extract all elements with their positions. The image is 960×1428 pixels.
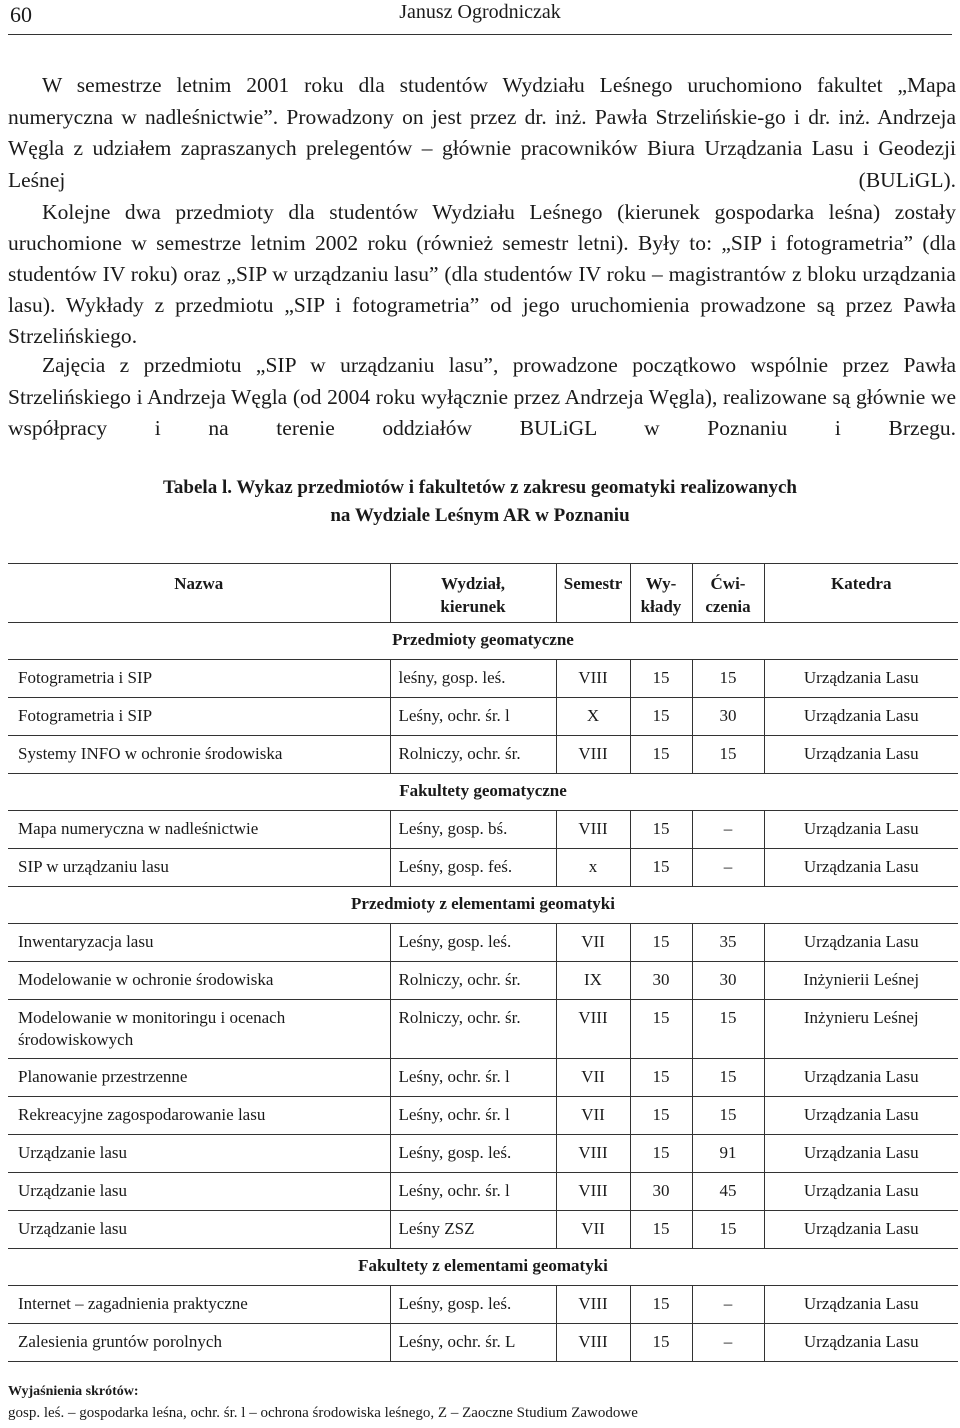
cell-name: Fotogrametria i SIP [8, 660, 390, 698]
cell-faculty: Leśny, gosp. leś. [390, 1135, 556, 1173]
cell-name: Planowanie przestrzenne [8, 1059, 390, 1097]
cell-name: Urządzanie lasu [8, 1135, 390, 1173]
cell-exercises: 45 [692, 1173, 764, 1211]
table-section-row [8, 887, 958, 924]
header-name: Nazwa [8, 564, 390, 623]
paragraph-1-text: W semestrze letnim 2001 roku dla studentów Wydziału Leśnego uruchomiono fakultet „Mapa numeryczna w nadleśnictwie”. Prowadzony on jest przez dr. inż. Pawła Strzelińskie-go i dr. inż. Andrzeja Węgla z udziałem zapraszanych prelegentów – głównie pracowników Biura Urządzania Lasu i Geodezji Leśnej (BULiGL). [8, 73, 956, 192]
cell-name: Inwentaryzacja lasu [8, 924, 390, 962]
cell-name: Internet – zagadnienia praktyczne [8, 1286, 390, 1324]
cell-semester: VII [556, 1059, 630, 1097]
cell-lectures: 15 [630, 924, 692, 962]
cell-semester: VII [556, 1211, 630, 1249]
table-row [8, 962, 958, 1000]
cell-department: Inżynierii Leśnej [764, 962, 958, 1000]
cell-name: Systemy INFO w ochronie środowiska [8, 736, 390, 774]
table-row [8, 811, 958, 849]
cell-semester: VIII [556, 1286, 630, 1324]
paragraph-3-text: Zajęcia z przedmiotu „SIP w urządzaniu lasu”, prowadzone początkowo wspólnie przez Pawła Strzelińskiego i Andrzeja Węgla (od 2004 roku wyłącznie przez Andrzeja Węgla), realizowane są głównie we współpracy i na terenie oddziałów BULiGL w Poznaniu i Brzegu. [8, 353, 956, 440]
cell-semester: X [556, 698, 630, 736]
cell-name: Mapa numeryczna w nadleśnictwie [8, 811, 390, 849]
cell-lectures: 15 [630, 1211, 692, 1249]
cell-faculty: Leśny, ochr. śr. L [390, 1324, 556, 1362]
cell-name: Urządzanie lasu [8, 1211, 390, 1249]
cell-department: Urządzania Lasu [764, 1173, 958, 1211]
section-title: Przedmioty geomatyczne [8, 623, 958, 660]
cell-exercises: – [692, 849, 764, 887]
header-lectures: Wy- kłady [630, 564, 692, 623]
footnote-text: gosp. leś. – gospodarka leśna, ochr. śr. l – ochrona środowiska leśnego, Z – Zaoczne Studium Zawodowe [8, 1405, 638, 1421]
cell-lectures: 15 [630, 1324, 692, 1362]
cell-name: Urządzanie lasu [8, 1173, 390, 1211]
paragraph-2-text: Kolejne dwa przedmioty dla studentów Wydziału Leśnego (kierunek gospodarka leśna) zostały uruchomione w semestrze letnim 2002 roku (również semestr letni). Były to: „SIP i fotogrametria” (dla studentów IV roku) oraz „SIP w urządzaniu lasu” (dla studentów IV roku – magistrantów z bloku urządzania lasu). Wykłady z przedmiotu „SIP i fotogrametria” od jego uruchomienia prowadzone są przez Pawła Strzelińskiego. [8, 200, 956, 348]
cell-department: Urządzania Lasu [764, 736, 958, 774]
cell-faculty: Rolniczy, ochr. śr. [390, 962, 556, 1000]
subjects-table [8, 563, 958, 1362]
table-header-row [8, 564, 958, 623]
cell-department: Urządzania Lasu [764, 1097, 958, 1135]
running-header-author: Janusz Ogrodniczak [399, 1, 561, 23]
cell-semester: VIII [556, 736, 630, 774]
cell-lectures: 15 [630, 660, 692, 698]
cell-lectures: 15 [630, 1059, 692, 1097]
header-exercises: Ćwi- czenia [692, 564, 764, 623]
cell-lectures: 15 [630, 849, 692, 887]
table-row [8, 1000, 958, 1059]
cell-faculty: Leśny, gosp. leś. [390, 924, 556, 962]
cell-semester: VIII [556, 1173, 630, 1211]
cell-exercises: – [692, 1286, 764, 1324]
cell-exercises: – [692, 811, 764, 849]
cell-department: Urządzania Lasu [764, 811, 958, 849]
header-semester: Semestr [556, 564, 630, 623]
table-row [8, 1211, 958, 1249]
table-row [8, 1173, 958, 1211]
header-faculty: Wydział, kierunek [390, 564, 556, 623]
cell-semester: VIII [556, 660, 630, 698]
cell-name: Modelowanie w ochronie środowiska [8, 962, 390, 1000]
cell-department: Urządzania Lasu [764, 1059, 958, 1097]
footnote-title: Wyjaśnienia skrótów: [8, 1384, 139, 1399]
page-header [8, 0, 952, 35]
section-title: Przedmioty z elementami geomatyki [8, 887, 958, 924]
cell-faculty: Rolniczy, ochr. śr. [390, 736, 556, 774]
table-row [8, 849, 958, 887]
cell-semester: x [556, 849, 630, 887]
cell-exercises: 15 [692, 1097, 764, 1135]
table-caption-line-2: na Wydziale Leśnym AR w Poznaniu [330, 505, 630, 526]
header-department: Katedra [764, 564, 958, 623]
cell-lectures: 30 [630, 1173, 692, 1211]
table-row [8, 698, 958, 736]
cell-faculty: Leśny, gosp. leś. [390, 1286, 556, 1324]
cell-name: Modelowanie w monitoringu i ocenach środowiskowych [8, 1000, 390, 1059]
paragraph-1 [8, 70, 956, 196]
cell-faculty: Leśny, gosp. feś. [390, 849, 556, 887]
cell-exercises: 30 [692, 698, 764, 736]
table-caption-line-1: Tabela l. Wykaz przedmiotów i fakultetów z zakresu geomatyki realizowanych [162, 477, 797, 498]
cell-exercises: 15 [692, 1211, 764, 1249]
paragraph-3 [8, 350, 956, 445]
cell-faculty: Leśny, ochr. śr. l [390, 1097, 556, 1135]
cell-name: Rekreacyjne zagospodarowanie lasu [8, 1097, 390, 1135]
cell-department: Urządzania Lasu [764, 1324, 958, 1362]
cell-lectures: 15 [630, 811, 692, 849]
table-section-row [8, 1249, 958, 1286]
cell-semester: VII [556, 924, 630, 962]
cell-department: Urządzania Lasu [764, 924, 958, 962]
cell-faculty: leśny, gosp. leś. [390, 660, 556, 698]
cell-exercises: 35 [692, 924, 764, 962]
cell-lectures: 15 [630, 1097, 692, 1135]
cell-faculty: Leśny, gosp. bś. [390, 811, 556, 849]
cell-exercises: 15 [692, 1000, 764, 1059]
cell-faculty: Leśny, ochr. śr. l [390, 698, 556, 736]
table-row [8, 1324, 958, 1362]
cell-lectures: 15 [630, 698, 692, 736]
cell-semester: VIII [556, 1000, 630, 1059]
cell-exercises: 15 [692, 660, 764, 698]
table-row [8, 660, 958, 698]
cell-exercises: 91 [692, 1135, 764, 1173]
table-row [8, 1059, 958, 1097]
cell-exercises: 30 [692, 962, 764, 1000]
cell-semester: IX [556, 962, 630, 1000]
cell-semester: VIII [556, 1135, 630, 1173]
cell-semester: VII [556, 1097, 630, 1135]
cell-name: Fotogrametria i SIP [8, 698, 390, 736]
cell-lectures: 15 [630, 1000, 692, 1059]
paragraph-2 [8, 197, 956, 352]
cell-faculty: Leśny ZSZ [390, 1211, 556, 1249]
table-row [8, 924, 958, 962]
section-title: Fakultety geomatyczne [8, 774, 958, 811]
cell-lectures: 15 [630, 736, 692, 774]
page-number: 60 [10, 2, 32, 27]
cell-semester: VIII [556, 1324, 630, 1362]
cell-lectures: 15 [630, 1135, 692, 1173]
cell-department: Urządzania Lasu [764, 1135, 958, 1173]
cell-faculty: Leśny, ochr. śr. l [390, 1173, 556, 1211]
table-section-row [8, 623, 958, 660]
cell-lectures: 30 [630, 962, 692, 1000]
cell-exercises: 15 [692, 1059, 764, 1097]
section-title: Fakultety z elementami geomatyki [8, 1249, 958, 1286]
cell-semester: VIII [556, 811, 630, 849]
table-row [8, 1097, 958, 1135]
table-row [8, 1135, 958, 1173]
table-row [8, 1286, 958, 1324]
cell-department: Inżynieru Leśnej [764, 1000, 958, 1059]
cell-department: Urządzania Lasu [764, 698, 958, 736]
cell-faculty: Leśny, ochr. śr. l [390, 1059, 556, 1097]
cell-faculty: Rolniczy, ochr. śr. [390, 1000, 556, 1059]
cell-lectures: 15 [630, 1286, 692, 1324]
cell-department: Urządzania Lasu [764, 1286, 958, 1324]
cell-department: Urządzania Lasu [764, 849, 958, 887]
table-row [8, 736, 958, 774]
cell-department: Urządzania Lasu [764, 1211, 958, 1249]
cell-name: SIP w urządzaniu lasu [8, 849, 390, 887]
cell-name: Zalesienia gruntów porolnych [8, 1324, 390, 1362]
cell-exercises: 15 [692, 736, 764, 774]
cell-department: Urządzania Lasu [764, 660, 958, 698]
cell-exercises: – [692, 1324, 764, 1362]
table-section-row [8, 774, 958, 811]
table-caption [0, 474, 960, 530]
